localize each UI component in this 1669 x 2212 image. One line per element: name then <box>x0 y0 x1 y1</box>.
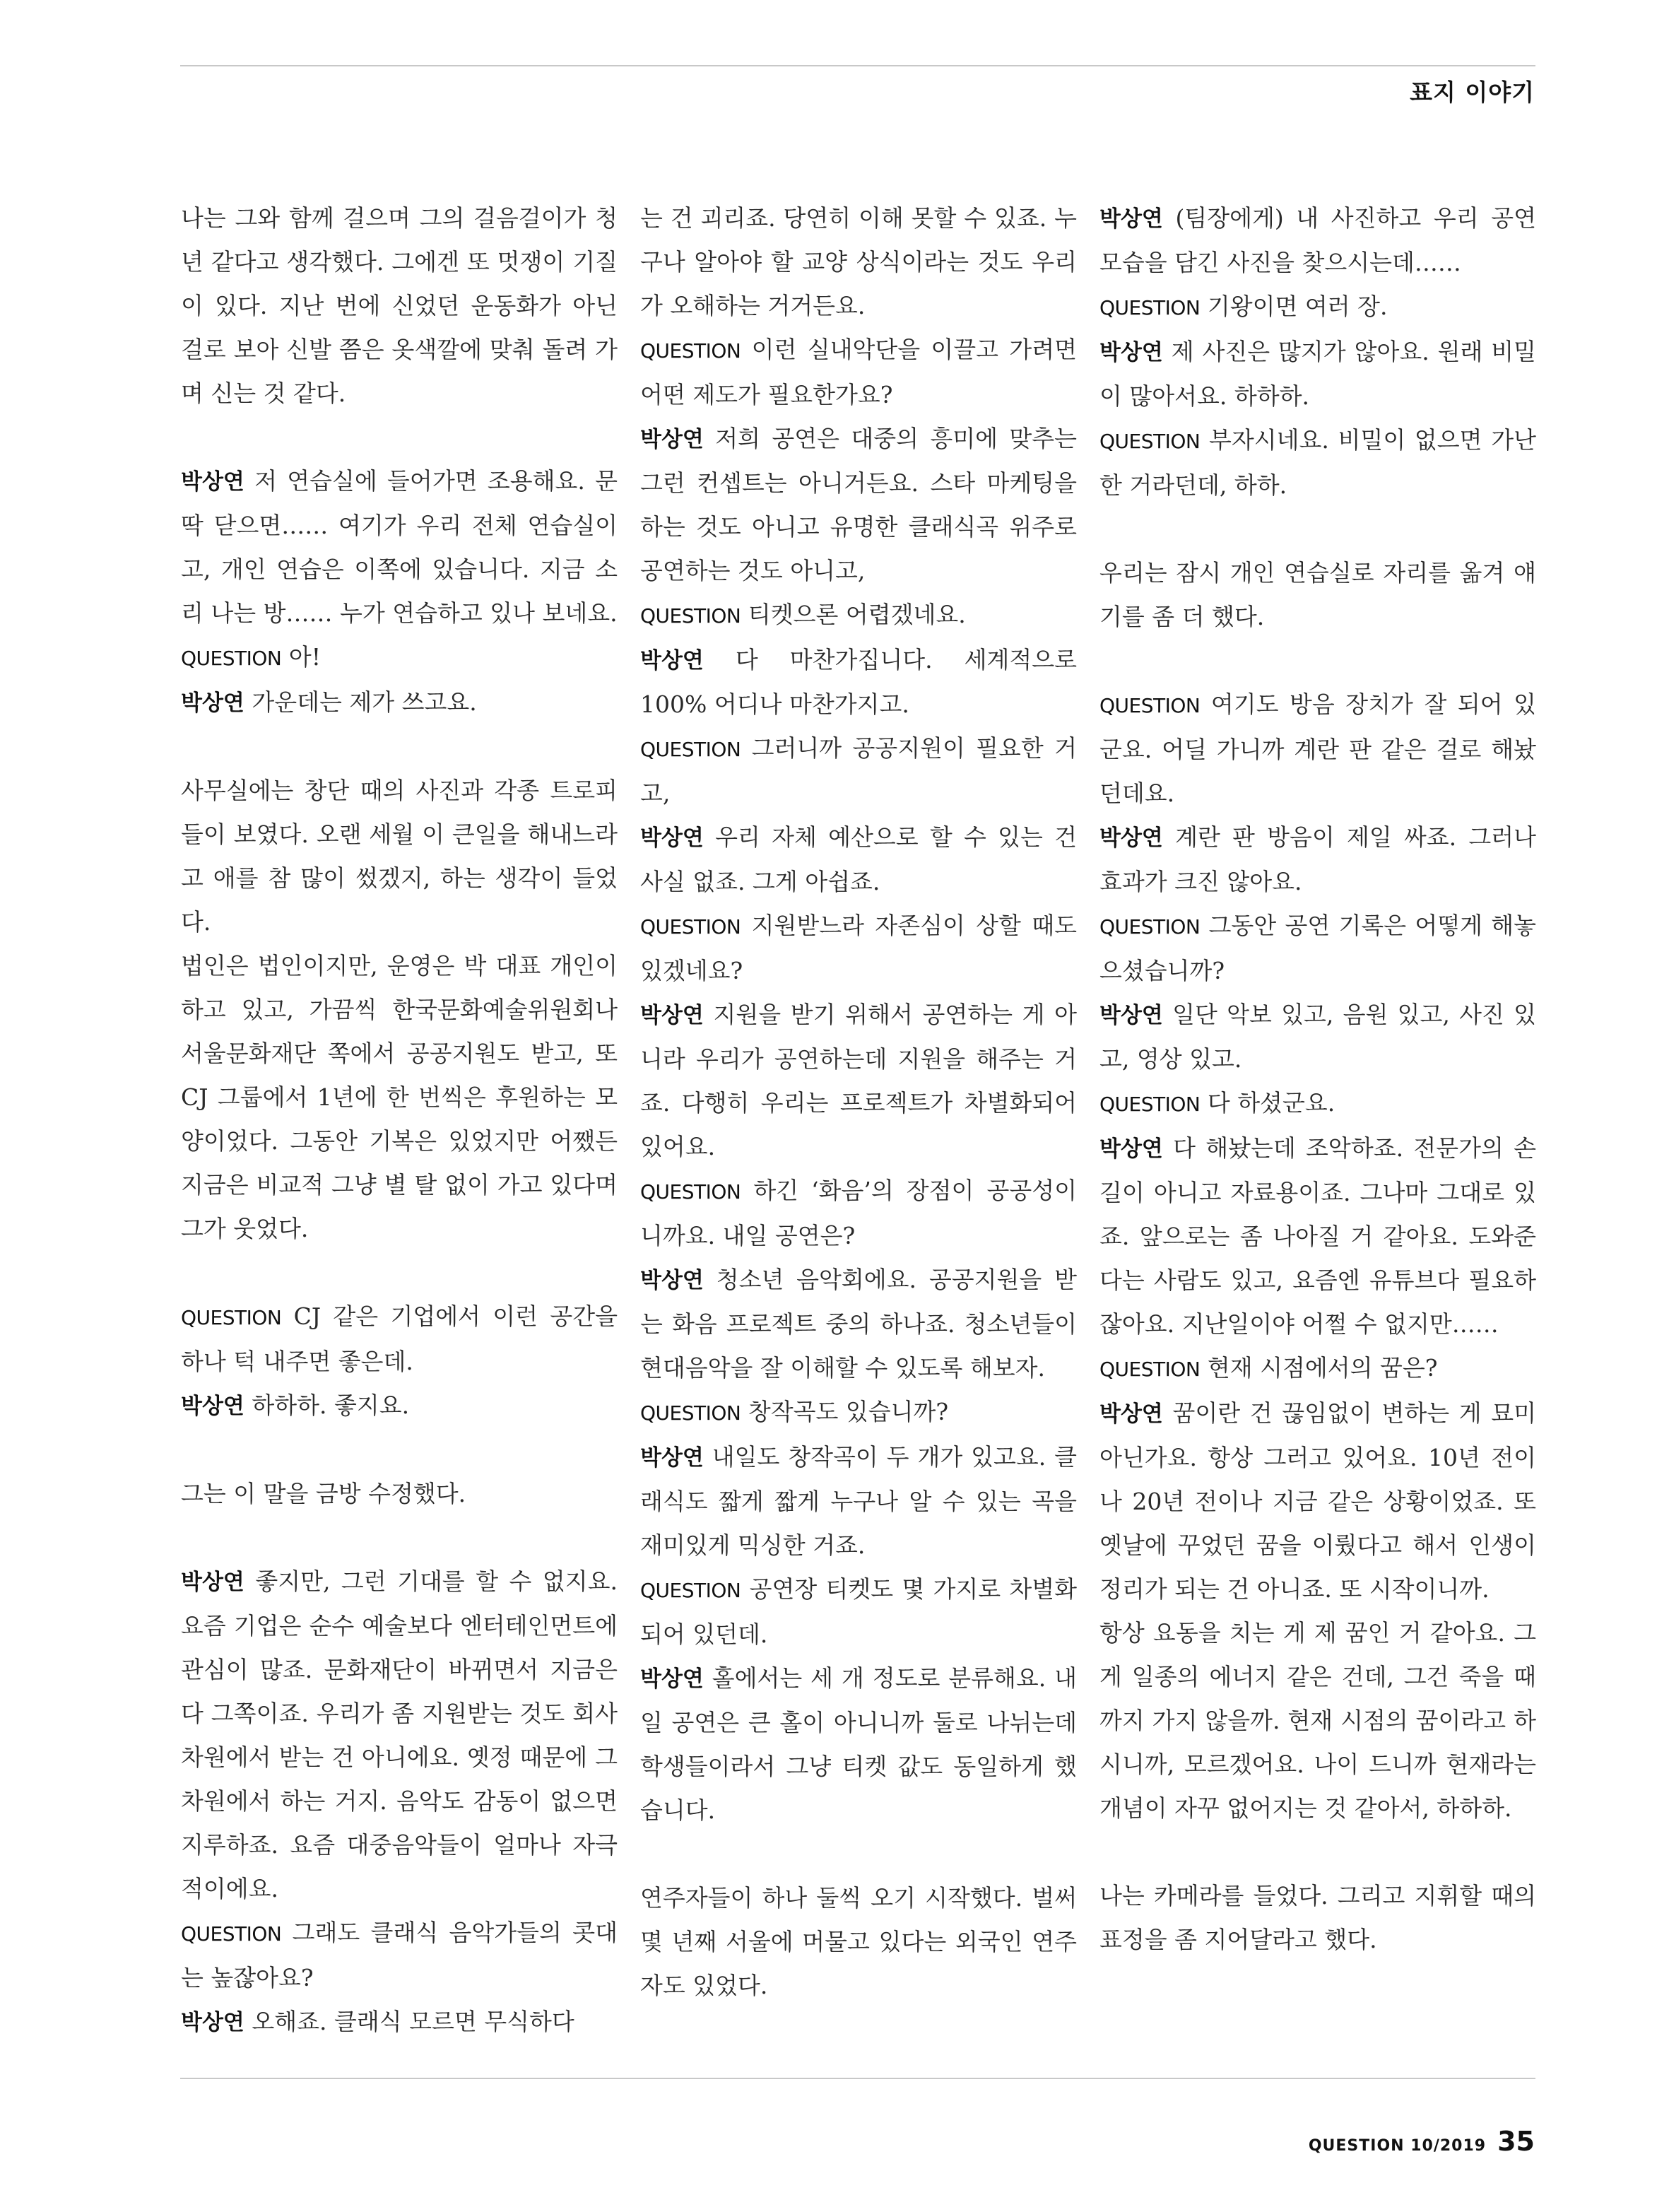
dialogue-line: 박상연 내일도 창작곡이 두 개가 있고요. 클래식도 짧게 짧게 누구나 알 수 있는 곡을 재미있게 믹싱한 거죠. <box>640 1443 1077 1559</box>
dialogue-line: QUESTION 그러니까 공공지원이 필요한 거고, <box>640 734 1077 807</box>
speaker-label: 박상연 <box>181 1394 244 1419</box>
speaker-label: 박상연 <box>181 2010 244 2035</box>
dialogue-line: 박상연 저희 공연은 대중의 흥미에 맞추는 그런 컨셉트는 아니거든요. 스타 마케팅을 하는 것도 아니고 유명한 클래식곡 위주로 공연하는 것도 아니고, <box>640 425 1077 584</box>
speaker-label: QUESTION <box>1099 296 1201 319</box>
speaker-label: 박상연 <box>1099 825 1163 851</box>
speaker-label: QUESTION <box>640 339 741 363</box>
dialogue-line: 박상연 꿈이란 건 끊임없이 변하는 게 묘미 아닌가요. 항상 그러고 있어요. 10년 전이나 20년 전이나 지금 같은 상황이었죠. 또 옛날에 꾸었던 꿈을 이뤘다고 해서 인생이 정리가 되는 건 아니죠. 또 시작이니까. <box>1099 1399 1536 1603</box>
text-column-1 <box>181 196 618 2045</box>
page-number: 35 <box>1497 2126 1535 2157</box>
dialogue-line: 박상연 오해죠. 클래식 모르면 무식하다 <box>181 2008 574 2035</box>
speaker-label: 박상연 <box>640 427 704 452</box>
dialogue-line: QUESTION 다 하셨군요. <box>1099 1089 1335 1117</box>
speaker-label: 박상연 <box>181 690 244 716</box>
section-title: 표지 이야기 <box>1410 78 1535 106</box>
issue-label: QUESTION 10/2019 <box>1308 2137 1487 2155</box>
dialogue-line: 박상연 제 사진은 많지가 않아요. 원래 비밀이 많아서요. 하하하. <box>1099 338 1536 410</box>
dialogue-line: QUESTION 아! <box>181 643 321 671</box>
dialogue-line: 박상연 가운데는 제가 쓰고요. <box>181 688 477 716</box>
top-rule <box>180 65 1535 66</box>
narration: 나는 그와 함께 걸으며 그의 걸음걸이가 청년 같다고 생각했다. 그에겐 또 멋쟁이 기질이 있다. 지난 번에 신었던 운동화가 아닌 걸로 보아 신발 쯤은 옷색깔에 맞춰 돌려 가며 신는 것 같다. <box>181 204 618 407</box>
speaker-label: 박상연 <box>1099 1401 1163 1427</box>
dialogue-line: 박상연 다 해놨는데 조악하죠. 전문가의 손길이 아니고 자료용이죠. 그나마 그대로 있죠. 앞으로는 좀 나아질 거 같아요. 도와준다는 사람도 있고, 요즘엔 유튜브다 필요하잖아요. 지난일이야 어쩔 수 없지만…… <box>1099 1134 1536 1338</box>
narration: 연주자들이 하나 둘씩 오기 시작했다. 벌써 몇 년째 서울에 머물고 있다는 외국인 연주자도 있었다. <box>640 1884 1077 1999</box>
speaker-label: 박상연 <box>1099 1003 1163 1028</box>
dialogue-line: QUESTION 공연장 티켓도 몇 가지로 차별화되어 있던데. <box>640 1575 1077 1648</box>
speaker-label: 박상연 <box>640 1666 704 1692</box>
dialogue-line: 박상연 (팀장에게) 내 사진하고 우리 공연 모습을 담긴 사진을 찾으시는데…… <box>1099 204 1536 276</box>
dialogue-line: 박상연 우리 자체 예산으로 할 수 있는 건 사실 없죠. 그게 아쉽죠. <box>640 823 1077 895</box>
dialogue-line: QUESTION 창작곡도 있습니까? <box>640 1398 949 1425</box>
dialogue-line: QUESTION 티켓으론 어렵겠네요. <box>640 601 966 628</box>
speaker-label: QUESTION <box>1099 1358 1201 1381</box>
dialogue-line: QUESTION 이런 실내악단을 이끌고 가려면 어떤 제도가 필요한가요? <box>640 336 1077 408</box>
dialogue-line: 박상연 홀에서는 세 개 정도로 분류해요. 내일 공연은 큰 홀이 아니니까 둘로 나뉘는데 학생들이라서 그냥 티켓 값도 동일하게 했습니다. <box>640 1664 1077 1824</box>
narration: 법인은 법인이지만, 운영은 박 대표 개인이 하고 있고, 가끔씩 한국문화예술위원회나 서울문화재단 쪽에서 공공지원도 받고, 또 CJ 그룹에서 1년에 한 번씩은 후원하는 모양이었다. 그동안 기복은 있었지만 어쨌든 지금은 비교적 그냥 별 탈 없이 가고 있다며 그가 웃었다. <box>181 952 618 1242</box>
speaker-label: QUESTION <box>181 1306 282 1329</box>
narration: 우리는 잠시 개인 연습실로 자리를 옮겨 얘기를 좀 더 했다. <box>1099 559 1536 630</box>
dialogue-line: QUESTION 여기도 방음 장치가 잘 되어 있군요. 어딜 가니까 계란 판 같은 걸로 해놨던데요. <box>1099 690 1536 807</box>
narration: 나는 카메라를 들었다. 그리고 지휘할 때의 표정을 좀 지어달라고 했다. <box>1099 1882 1536 1953</box>
speaker-label: 박상연 <box>1099 206 1163 232</box>
dialogue-line: QUESTION CJ 같은 기업에서 이런 공간을 하나 턱 내주면 좋은데. <box>181 1302 618 1375</box>
dialogue-line: QUESTION 하긴 ‘화음’의 장점이 공공성이니까요. 내일 공연은? <box>640 1177 1077 1249</box>
speaker-label: 박상연 <box>640 648 704 673</box>
speaker-label: 박상연 <box>640 1445 704 1471</box>
dialogue-line: 박상연 저 연습실에 들어가면 조용해요. 문 딱 닫으면…… 여기가 우리 전체 연습실이고, 개인 연습은 이쪽에 있습니다. 지금 소리 나는 방…… 누가 연습하고 있나 보네요. <box>181 467 618 627</box>
narration: 그는 이 말을 금방 수정했다. <box>181 1480 466 1507</box>
speaker-label: 박상연 <box>181 469 244 495</box>
speaker-label: QUESTION <box>640 1401 741 1425</box>
speaker-label: 박상연 <box>181 1570 244 1595</box>
dialogue-line: QUESTION 현재 시점에서의 꿈은? <box>1099 1354 1438 1382</box>
speaker-label: 박상연 <box>1099 340 1163 365</box>
speaker-label: 박상연 <box>1099 1136 1163 1162</box>
page-footer <box>1309 2126 1535 2157</box>
speaker-label: QUESTION <box>1099 694 1201 717</box>
narration: 사무실에는 창단 때의 사진과 각종 트로피들이 보였다. 오랜 세월 이 큰일을 해내느라고 애를 참 많이 썼겠지, 하는 생각이 들었다. <box>181 777 618 936</box>
dialogue-line: QUESTION 부자시네요. 비밀이 없으면 가난한 거라던데, 하하. <box>1099 426 1536 499</box>
dialogue-line: 박상연 지원을 받기 위해서 공연하는 게 아니라 우리가 공연하는데 지원을 해주는 거죠. 다행히 우리는 프로젝트가 차별화되어 있어요. <box>640 1001 1077 1160</box>
speaker-label: QUESTION <box>640 1579 741 1602</box>
dialogue-line: 박상연 계란 판 방음이 제일 싸죠. 그러나 효과가 크진 않아요. <box>1099 823 1536 895</box>
dialogue-line: QUESTION 기왕이면 여러 장. <box>1099 293 1388 320</box>
speaker-label: QUESTION <box>640 915 741 939</box>
speaker-label: 박상연 <box>640 825 704 851</box>
dialogue-line: 박상연 다 마찬가집니다. 세계적으로 100% 어디나 마찬가지고. <box>640 646 1077 718</box>
speaker-label: QUESTION <box>181 1922 282 1946</box>
dialogue-continuation: 는 건 괴리죠. 당연히 이해 못할 수 있죠. 누구나 알아야 할 교양 상식이라는 것도 우리가 오해하는 거거든요. <box>640 204 1077 319</box>
speaker-label: QUESTION <box>1099 915 1201 939</box>
bottom-rule <box>180 2078 1535 2079</box>
text-column-2 <box>640 196 1077 2008</box>
speaker-label: QUESTION <box>1099 1093 1201 1116</box>
speaker-label: QUESTION <box>640 738 741 761</box>
speaker-label: QUESTION <box>640 1180 741 1204</box>
dialogue-line: 박상연 일단 악보 있고, 음원 있고, 사진 있고, 영상 있고. <box>1099 1001 1536 1073</box>
speaker-label: QUESTION <box>181 647 282 670</box>
dialogue-line: QUESTION 지원받느라 자존심이 상할 때도 있겠네요? <box>640 912 1077 984</box>
text-column-3 <box>1099 196 1536 1962</box>
dialogue-line: QUESTION 그동안 공연 기록은 어떻게 해놓으셨습니까? <box>1099 912 1536 984</box>
dialogue-line: 박상연 하하하. 좋지요. <box>181 1392 410 1419</box>
speaker-label: 박상연 <box>640 1003 704 1028</box>
speaker-label: QUESTION <box>1099 430 1201 453</box>
speaker-label: 박상연 <box>640 1268 704 1293</box>
dialogue-line: QUESTION 그래도 클래식 음악가들의 콧대는 높잖아요? <box>181 1919 618 1992</box>
dialogue-line: 박상연 좋지만, 그런 기대를 할 수 없지요. 요즘 기업은 순수 예술보다 엔터테인먼트에 관심이 많죠. 문화재단이 바뀌면서 지금은 다 그쪽이죠. 우리가 좀 지원받는 것도 회사 차원에서 받는 건 아니에요. 옛정 때문에 그 차원에서 하는 거지. 음악도 감동이 없으면 지루하죠. 요즘 대중음악들이 얼마나 자극적이에요. <box>181 1567 618 1902</box>
dialogue-line: 박상연 청소년 음악회에요. 공공지원을 받는 화음 프로젝트 중의 하나죠. 청소년들이 현대음악을 잘 이해할 수 있도록 해보자. <box>640 1266 1077 1382</box>
dialogue-continuation: 항상 요동을 치는 게 제 꿈인 거 같아요. 그게 일종의 에너지 같은 건데, 그건 죽을 때까지 가지 않을까. 현재 시점의 꿈이라고 하시니까, 모르겠어요. 나이 드니까 현재라는 개념이 자꾸 없어지는 것 같아서, 하하하. <box>1099 1619 1536 1822</box>
speaker-label: QUESTION <box>640 604 741 628</box>
